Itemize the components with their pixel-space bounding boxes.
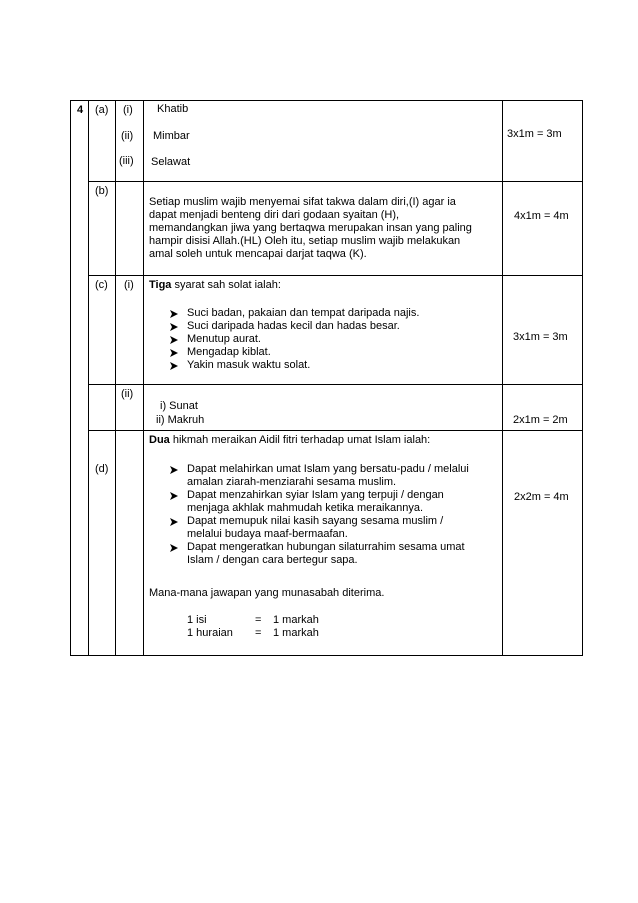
acceptance-note: Mana-mana jawapan yang munasabah diterima.	[149, 587, 385, 599]
row-separator	[88, 430, 583, 431]
arrow-bullet-icon	[169, 361, 179, 371]
marks-label: 2x2m = 4m	[514, 491, 569, 503]
answer-line: dapat menjadi benteng diri dari godaan syaitan (H),	[149, 209, 400, 221]
part-label-a: (a)	[95, 104, 109, 116]
answer-scheme-table	[70, 100, 583, 656]
marks-label: 3x1m = 3m	[513, 331, 568, 343]
marks-label: 3x1m = 3m	[507, 128, 562, 140]
marks-label: 4x1m = 4m	[514, 210, 569, 222]
arrow-bullet-icon	[169, 491, 179, 501]
question-intro	[149, 279, 281, 292]
intro-text: hikmah meraikan Aidil fitri terhadap umat Islam ialah:	[169, 434, 431, 446]
question-number: 4	[77, 104, 84, 116]
answer-line: hampir disisi Allah.(HL) Oleh itu, setiap muslim wajib melakukan	[149, 235, 461, 247]
list-item: ii) Makruh	[156, 414, 205, 426]
arrow-bullet-icon	[169, 517, 179, 527]
intro-emphasis: Dua	[149, 434, 170, 446]
scheme-label: 1 isi	[187, 614, 207, 626]
table-border-top	[70, 100, 583, 101]
list-item: Dapat menzahirkan syiar Islam yang terpuji / dengan	[187, 489, 444, 501]
table-border-left	[70, 100, 71, 656]
list-item: Dapat memupuk nilai kasih sayang sesama muslim /	[187, 515, 444, 527]
answer-text: Selawat	[151, 156, 191, 168]
intro-text: syarat sah solat ialah:	[171, 279, 281, 291]
subpart-label: (ii)	[121, 388, 134, 400]
question-intro	[149, 434, 430, 447]
answer-line: amal soleh untuk mencapai darjat taqwa (K).	[149, 248, 367, 260]
list-item: Suci badan, pakaian dan tempat daripada najis.	[187, 307, 420, 319]
arrow-bullet-icon	[169, 543, 179, 553]
answer-line: Setiap muslim wajib menyemai sifat takwa dalam diri,(I) agar ia	[149, 196, 456, 208]
arrow-bullet-icon	[169, 465, 179, 475]
list-item-continuation: melalui budaya maaf-bermaafan.	[187, 528, 348, 540]
table-border-bottom	[70, 655, 583, 656]
row-separator	[88, 384, 583, 385]
list-item-continuation: amalan ziarah-menziarahi sesama muslim.	[187, 476, 397, 488]
list-item: Suci daripada hadas kecil dan hadas besar.	[187, 320, 400, 332]
list-item: i) Sunat	[160, 400, 198, 412]
list-item: Yakin masuk waktu solat.	[187, 359, 311, 371]
part-label-d: (d)	[95, 463, 109, 475]
scheme-value: 1 markah	[273, 614, 319, 626]
arrow-bullet-icon	[169, 309, 179, 319]
list-item-continuation: Islam / dengan cara bertegur sapa.	[187, 554, 358, 566]
row-separator	[88, 275, 583, 276]
table-divider	[502, 100, 503, 656]
table-divider	[88, 100, 89, 656]
subpart-label: (iii)	[119, 155, 134, 167]
arrow-bullet-icon	[169, 335, 179, 345]
table-divider	[115, 100, 116, 656]
arrow-bullet-icon	[169, 348, 179, 358]
arrow-bullet-icon	[169, 322, 179, 332]
marks-label: 2x1m = 2m	[513, 414, 568, 426]
list-item: Dapat melahirkan umat Islam yang bersatu-padu / melalui	[187, 463, 469, 475]
scheme-equals: =	[255, 627, 262, 639]
scheme-label: 1 huraian	[187, 627, 233, 639]
list-item: Mengadap kiblat.	[187, 346, 271, 358]
list-item: Menutup aurat.	[187, 333, 261, 345]
intro-emphasis: Tiga	[149, 279, 172, 291]
answer-line: memandangkan jiwa yang bertaqwa merupakan insan yang paling	[149, 222, 472, 234]
part-label-c: (c)	[95, 279, 108, 291]
table-divider	[143, 100, 144, 656]
list-item-continuation: menjaga akhlak mahmudah ketika meraikannya.	[187, 502, 424, 514]
scheme-equals: =	[255, 614, 262, 626]
answer-text: Khatib	[157, 103, 189, 115]
table-border-right	[582, 100, 583, 656]
row-separator	[88, 181, 583, 182]
part-label-b: (b)	[95, 185, 109, 197]
subpart-label: (i)	[124, 279, 134, 291]
answer-text: Mimbar	[153, 130, 190, 142]
scheme-value: 1 markah	[273, 627, 319, 639]
subpart-label: (ii)	[121, 130, 134, 142]
subpart-label: (i)	[123, 104, 133, 116]
list-item: Dapat mengeratkan hubungan silaturrahim sesama umat	[187, 541, 465, 553]
